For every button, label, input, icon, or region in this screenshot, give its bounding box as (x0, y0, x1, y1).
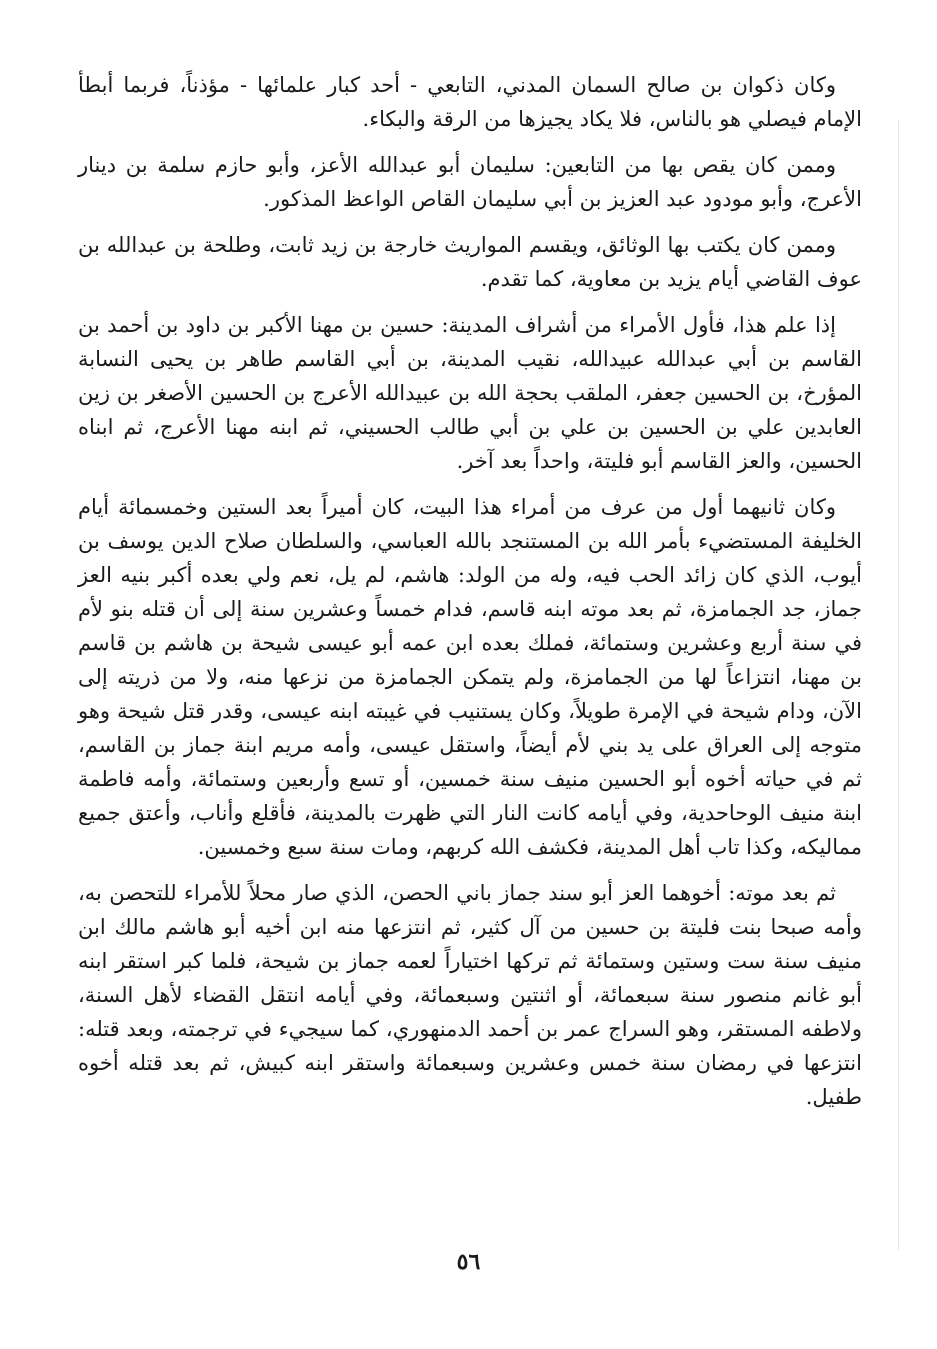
paragraph-dhakwan: وكان ذكوان بن صالح السمان المدني، التابعي - أحد كبار علمائها - مؤذناً، فربما أبطأ الإمام فيصلي هو بالناس، فلا يكاد يجيزها من الرقة والبكاء. (78, 73, 862, 131)
paragraph-second-emir: وكان ثانيهما أول من عرف من أمراء هذا البيت، كان أميراً بعد الستين وخمسمائة أيام الخليفة المستضيء بأمر الله بن المستنجد بالله العباسي، والسلطان صلاح الدين يوسف بن أيوب، الذي كان زائد الحب فيه، وله من الولد: هاشم، لم يل، نعم ولي بعده أكبر بنيه العز جماز، جد الجمامزة، ثم بعد موته ابنه قاسم، فدام خمساً وعشرين سنة إلى أن قتله بنو لأم في سنة أربع وعشرين وستمائة، فملك بعده ابن عمه أبو عيسى شيحة بن هاشم بن قاسم بن مهنا، انتزاعاً لها من الجمامزة، ولم يتمكن الجمامزة من نزعها منه، ولا من ذريته إلى الآن، ودام شيحة في الإمرة طويلاً، وكان يستنيب في غيبته ابنه عيسى، وقدر قتل شيحة وهو متوجه إلى العراق على يد بني لأم أيضاً، واستقل عيسى، وأمه مريم ابنة جماز بن القاسم، ثم في حياته أخوه أبو الحسين منيف سنة خمسين، أو تسع وأربعين وستمائة، وأمه فاطمة ابنة منيف الوحاحدية، وفي أيامه كانت النار التي ظهرت بالمدينة، فأقلع وأناب، وأعتق جميع مماليكه، وكذا تاب أهل المدينة، فكشف الله كربهم، ومات سنة سبع وخمسين. (78, 495, 862, 859)
page-number: ٥٦ (456, 1249, 481, 1275)
body-text (78, 68, 862, 1124)
paragraph-after-death: ثم بعد موته: أخوهما العز أبو سند جماز باني الحصن، الذي صار محلاً للأمراء للتحصن به، وأمه صبحا بنت فليتة بن حسين من آل كثير، ثم انتزعها منه ابن أخيه أبو هاشم مالك ابن منيف سنة ست وستين وستمائة ثم تركها اختياراً لعمه جماز بن شيحة، فلما كبر استقر ابنه أبو غانم منصور سنة سبعمائة، أو اثنتين وسبعمائة، وفي أيامه انتقل القضاء لأهل السنة، ولاطفه المستقر، وهو السراج عمر بن أحمد الدمنهوري، كما سيجيء في ترجمته، وبعد قتله: انتزعها في رمضان سنة خمس وعشرين وسبعمائة واستقر ابنه كبيش، ثم بعد قتله أخوه طفيل. (78, 881, 862, 1109)
paragraph-storytellers: وممن كان يقص بها من التابعين: سليمان أبو عبدالله الأعز، وأبو حازم سلمة بن دينار الأعرج، وأبو مودود عبد العزيز بن أبي سليمان القاص الواعظ المذكور. (78, 153, 862, 211)
page-edge-shadow (898, 120, 899, 1250)
paragraph-documents: وممن كان يكتب بها الوثائق، ويقسم المواريث خارجة بن زيد ثابت، وطلحة بن عبدالله بن عوف القاضي أيام يزيد بن معاوية، كما تقدم. (78, 233, 862, 291)
paragraph-first-emirs: إذا علم هذا، فأول الأمراء من أشراف المدينة: حسين بن مهنا الأكبر بن داود بن أحمد بن القاسم بن أبي عبدالله عبيدالله، نقيب المدينة، بن أبي القاسم طاهر بن يحيى النسابة المؤرخ، بن الحسين جعفر، الملقب بحجة الله بن عبيدالله الأعرج بن الحسين الأصغر بن زين العابدين علي بن الحسين بن علي بن أبي طالب الحسيني، ثم ابنه مهنا الأعرج، ثم ابناه الحسين، والعز القاسم أبو فليتة، واحداً بعد آخر. (78, 313, 862, 473)
